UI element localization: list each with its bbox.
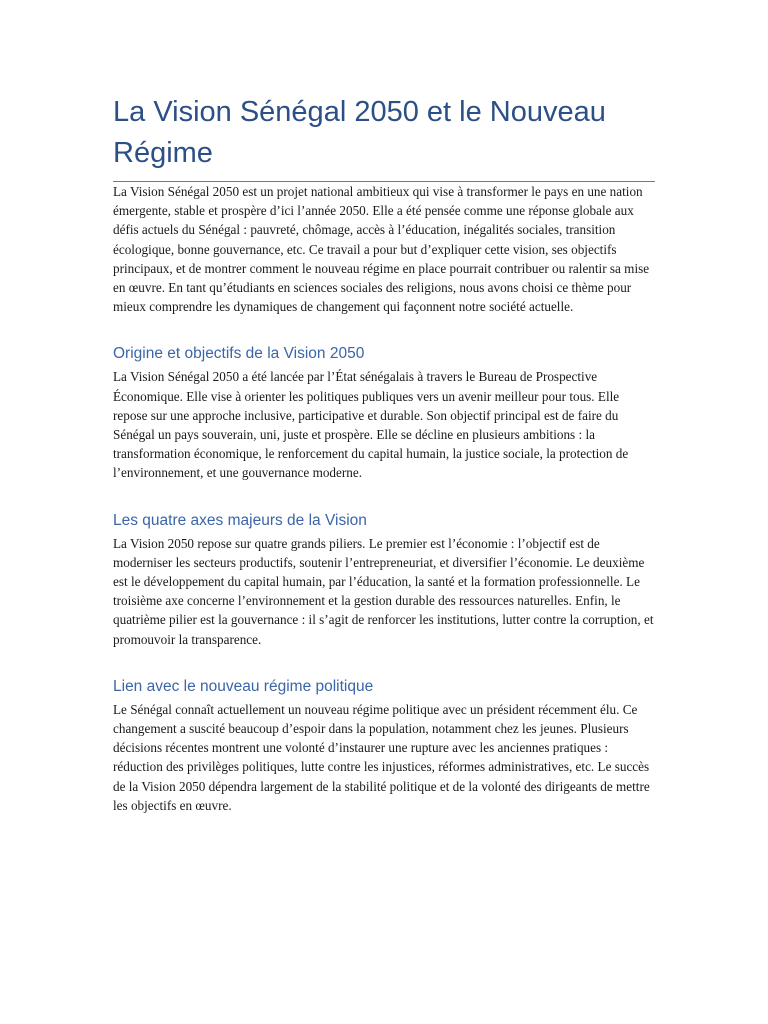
section-regime: [113, 676, 655, 815]
section-paragraph: La Vision 2050 repose sur quatre grands piliers. Le premier est l’économie : l’objectif est de moderniser les secteurs productifs, soutenir l’entrepreneuriat, et diversifier l’économie. Le deuxième est le développement du capital humain, par l’éducation, la santé et la formation professionnelle. Le troisième axe concerne l’environnement et la gestion durable des ressources naturelles. Enfin, le quatrième pilier est la gouvernance : il s’agit de renforcer les institutions, lutter contre la corruption, et promouvoir la transparence.: [113, 535, 654, 647]
section-heading: Origine et objectifs de la Vision 2050: [113, 345, 365, 363]
document-title: La Vision Sénégal 2050 et le Nouveau Régime: [113, 92, 655, 182]
section-heading: Lien avec le nouveau régime politique: [113, 677, 374, 695]
intro-paragraph: La Vision Sénégal 2050 est un projet national ambitieux qui vise à transformer le pays en une nation émergente, stable et prospère d’ici l’année 2050. Elle a été pensée comme une réponse globale aux défis actuels du Sénégal : pauvreté, chômage, accès à l’éducation, inégalités sociales, transition écologique, bonne gouvernance, etc. Ce travail a pour but d’expliquer cette vision, ses objectifs principaux, et de montrer comment le nouveau régime en place pourrait contribuer ou ralentir sa mise en œuvre. En tant qu’étudiants en sciences sociales des religions, nous avons choisi ce thème pour mieux comprendre les dynamiques de changement qui façonnent notre société actuelle.: [113, 184, 650, 315]
section-paragraph: Le Sénégal connaît actuellement un nouveau régime politique avec un président récemment élu. Ce changement a suscité beaucoup d’espoir dans la population, notamment chez les jeunes. Plusieurs décisions récentes montrent une volonté d’instaurer une rupture avec les anciennes pratiques : réduction des privilèges politiques, lutte contre les injustices, réformes administratives, etc. Le succès de la Vision 2050 dépendra largement de la stabilité politique et de la volonté des dirigeants de mettre les objectifs en œuvre.: [113, 701, 650, 813]
section-heading: Les quatre axes majeurs de la Vision: [113, 511, 367, 529]
document-page: [113, 92, 655, 815]
section-paragraph: La Vision Sénégal 2050 a été lancée par l’État sénégalais à travers le Bureau de Prospective Économique. Elle vise à orienter les politiques publiques vers un avenir meilleur pour tous. Elle repose sur une approche inclusive, participative et durable. Son objectif principal est de faire du Sénégal un pays souverain, uni, juste et prospère. Elle se décline en plusieurs ambitions : la transformation économique, le renforcement du capital humain, la justice sociale, la protection de l’environnement, et une gouvernance moderne.: [113, 369, 629, 481]
section-origine: [113, 343, 655, 482]
section-axes: [113, 510, 655, 649]
